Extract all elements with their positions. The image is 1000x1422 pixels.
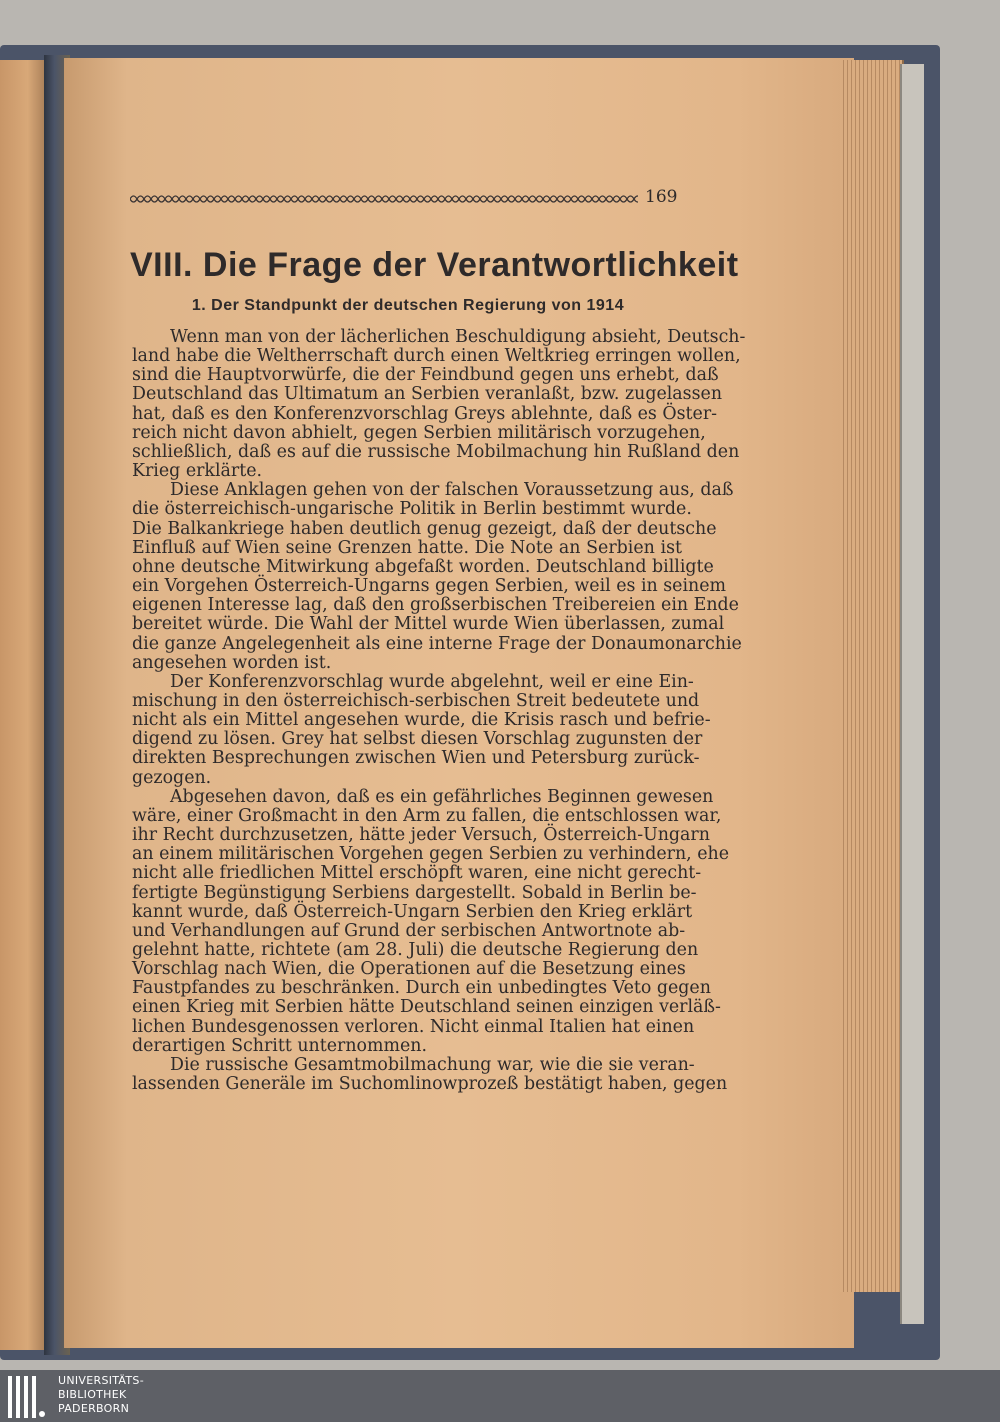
body-line: Die Balkankriege haben deutlich genug gezeigt, daß der deutsche (132, 518, 717, 539)
body-line: mischung in den österreichisch-serbischen Streit bedeutete und (132, 690, 700, 711)
body-line: gelehnt hatte, richtete (am 28. Juli) die deutsche Regierung den (132, 940, 699, 960)
body-text (132, 327, 746, 1095)
body-line: einen Krieg mit Serbien hätte Deutschland seinen einzigen verläß- (132, 997, 721, 1018)
body-line: Faustpfandes zu beschränken. Durch ein unbedingtes Veto gegen (132, 978, 711, 999)
body-line: lassenden Generäle im Suchomlinowprozeß bestätigt haben, gegen (132, 1074, 728, 1095)
left-page-edge (0, 60, 46, 1350)
body-line: Die russische Gesamtmobilmachung war, wie die sie veran- (170, 1054, 695, 1075)
body-line: Vorschlag nach Wien, die Operationen auf die Besetzung eines (132, 959, 686, 980)
body-line: wäre, einer Großmacht in den Arm zu fallen, die entschlossen war, (132, 805, 722, 826)
body-line: eigenen Interesse lag, daß den großserbischen Treibereien ein Ende (132, 595, 739, 616)
body-line: ein Vorgehen Österreich-Ungarns gegen Serbien, weil es in seinem (132, 576, 727, 597)
header-ornament (130, 192, 638, 206)
body-line: direkten Besprechungen zwischen Wien und Petersburg zurück- (132, 748, 700, 769)
body-line: land habe die Weltherrschaft durch einen Weltkrieg erringen wollen, (132, 346, 741, 367)
body-line: und Verhandlungen auf Grund der serbischen Antwortnote ab- (132, 920, 686, 941)
body-line: Krieg erklärte. (132, 461, 263, 482)
library-name-line-2: BIBLIOTHEK (58, 1388, 127, 1401)
library-footer-bar (0, 1370, 1000, 1422)
page-number: 169 (645, 187, 678, 207)
body-line: Deutschland das Ultimatum an Serbien veranlaßt, bzw. zugelassen (132, 384, 723, 405)
chapter-title: VIII. Die Frage der Verantwortlichkeit (130, 246, 739, 284)
library-logo-icon (6, 1374, 46, 1420)
body-line: Diese Anklagen gehen von der falschen Voraussetzung aus, daß (170, 480, 734, 501)
body-line: lichen Bundesgenossen verloren. Nicht einmal Italien hat einen (132, 1016, 695, 1037)
body-line: digend zu lösen. Grey hat selbst diesen Vorschlag zugunsten der (132, 729, 703, 750)
back-board (900, 64, 924, 1324)
body-line: schließlich, daß es auf die russische Mobilmachung hin Rußland den (132, 441, 740, 462)
body-line: nicht alle friedlichen Mittel erschöpft waren, eine nicht gerecht- (132, 863, 702, 884)
library-name-line-1: UNIVERSITÄTS- (58, 1374, 144, 1387)
body-line: Wenn man von der lächerlichen Beschuldigung absieht, Deutsch- (170, 327, 746, 347)
body-line: ihr Recht durchzusetzen, hätte jeder Versuch, Österreich-Ungarn (132, 825, 710, 846)
body-line: an einem militärischen Vorgehen gegen Serbien zu verhindern, ehe (132, 844, 730, 865)
body-line: reich nicht davon abhielt, gegen Serbien militärisch vorzugehen, (132, 422, 706, 443)
body-line: die ganze Angelegenheit als eine interne Frage der Donaumonarchie (132, 633, 742, 654)
body-line: gezogen. (132, 767, 212, 788)
body-line: angesehen worden ist. (132, 652, 332, 673)
body-line: ohne deutsche Mitwirkung abgefaßt worden. Deutschland billigte (132, 556, 714, 577)
body-line: kannt wurde, daß Österreich-Ungarn Serbien den Krieg erklärt (132, 901, 693, 922)
section-heading: 1. Der Standpunkt der deutschen Regierung von 1914 (191, 297, 625, 314)
body-line: bereitet würde. Die Wahl der Mittel wurde Wien überlassen, zumal (132, 614, 725, 635)
body-line: Der Konferenzvorschlag wurde abgelehnt, weil er eine Ein- (170, 671, 694, 692)
body-line: Einfluß auf Wien seine Grenzen hatte. Die Note an Serbien ist (132, 537, 682, 558)
library-name-line-3: PADERBORN (58, 1402, 130, 1415)
body-line: derartigen Schritt unternommen. (132, 1035, 428, 1056)
library-name (58, 1374, 144, 1416)
body-line: die österreichisch-ungarische Politik in Berlin bestimmt wurde. (132, 499, 692, 520)
body-line: sind die Hauptvorwürfe, die der Feindbund gegen uns erhebt, daß (132, 365, 719, 386)
body-line: Abgesehen davon, daß es ein gefährliches Beginnen gewesen (170, 786, 714, 807)
page-edges (840, 60, 904, 1292)
body-line: hat, daß es den Konferenzvorschlag Greys ablehnte, daß es Öster- (132, 403, 718, 424)
body-line: nicht als ein Mittel angesehen wurde, die Krisis rasch und befrie- (132, 710, 711, 731)
body-line: fertigte Begünstigung Serbiens dargestellt. Sobald in Berlin be- (132, 882, 697, 903)
